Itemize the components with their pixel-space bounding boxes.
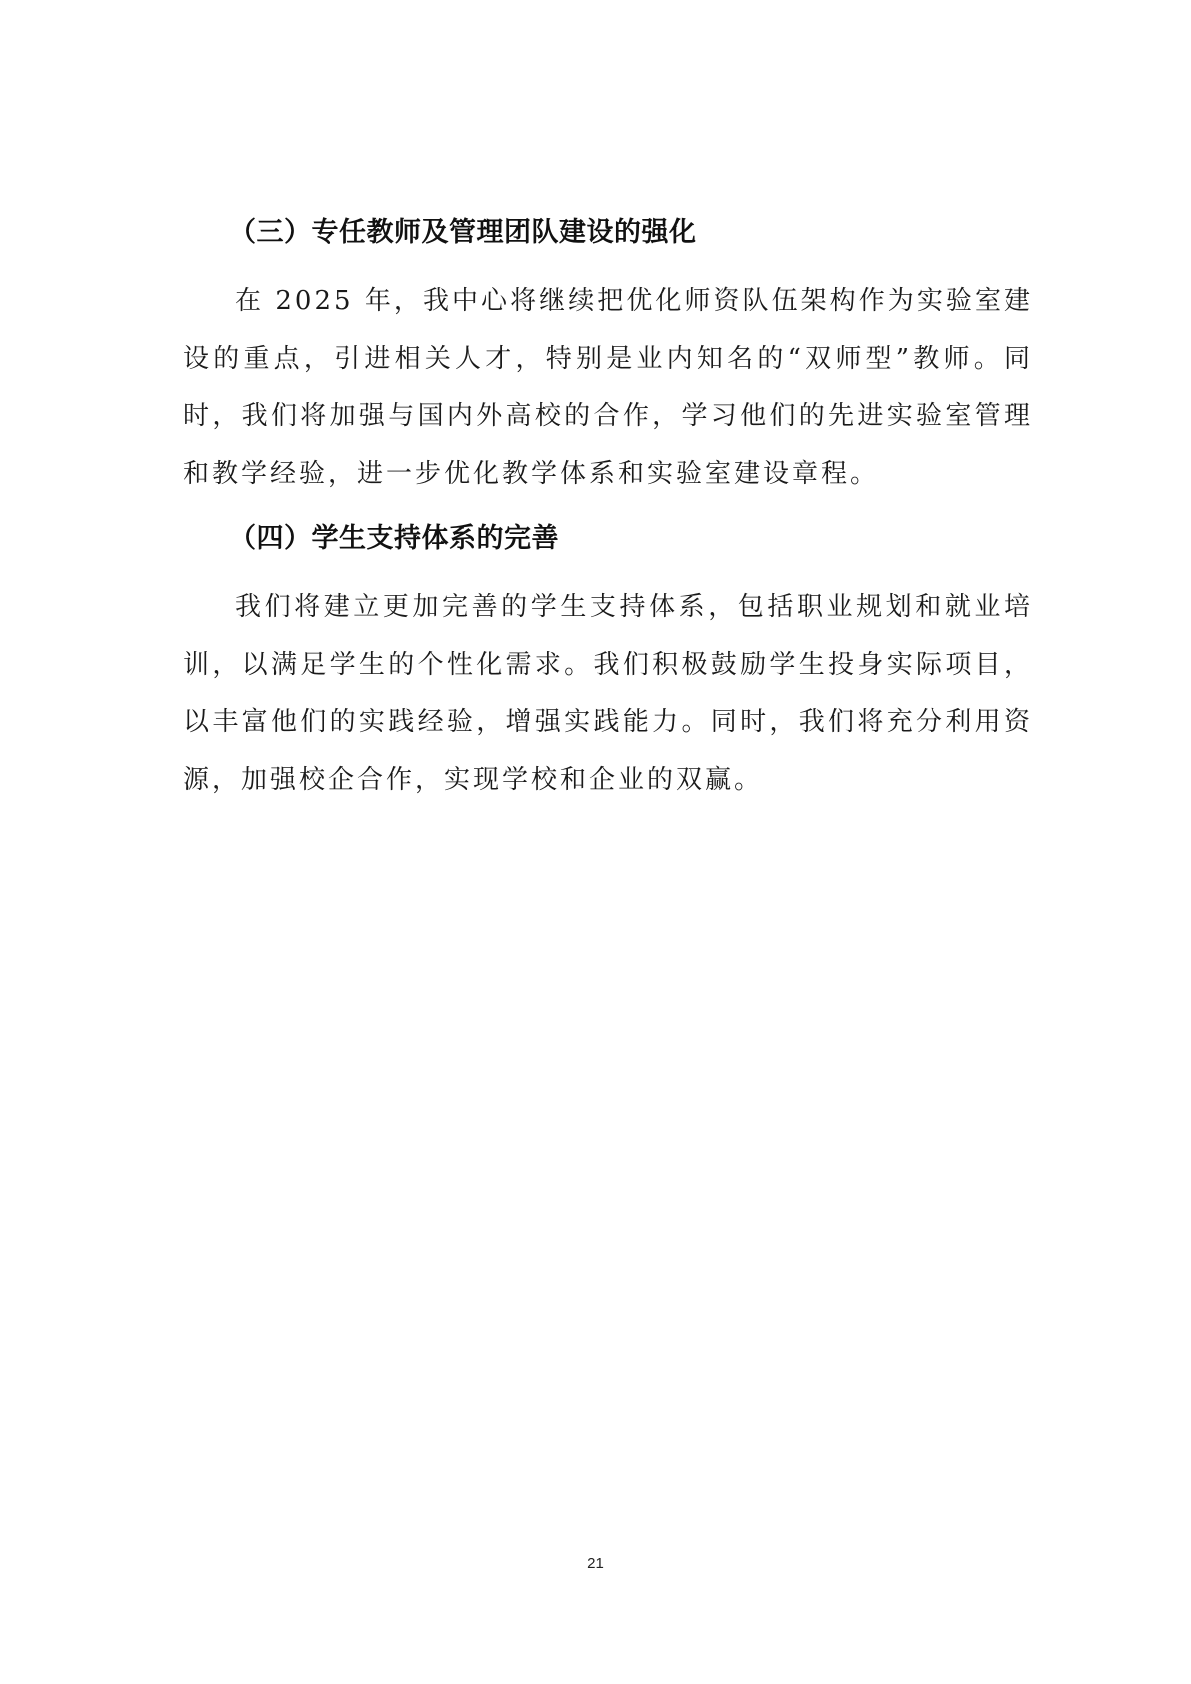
page-content — [183, 215, 1033, 809]
section-paragraph: 在 2025 年，我中心将继续把优化师资队伍架构作为实验室建设的重点，引进相关人才，特别是业内知名的“双师型”教师。同时，我们将加强与国内外高校的合作，学习他们的先进实验室管理和教学经验，进一步优化教学体系和实验室建设章程。 — [183, 286, 1033, 489]
section-heading: （四）学生支持体系的完善 — [229, 523, 559, 554]
section-paragraph: 我们将建立更加完善的学生支持体系，包括职业规划和就业培训，以满足学生的个性化需求。我们积极鼓励学生投身实际项目，以丰富他们的实践经验，增强实践能力。同时，我们将充分利用资源，加强校企合作，实现学校和企业的双赢。 — [183, 592, 1033, 795]
page-number: 21 — [587, 1555, 604, 1572]
section-heading: （三）专任教师及管理团队建设的强化 — [229, 217, 697, 248]
